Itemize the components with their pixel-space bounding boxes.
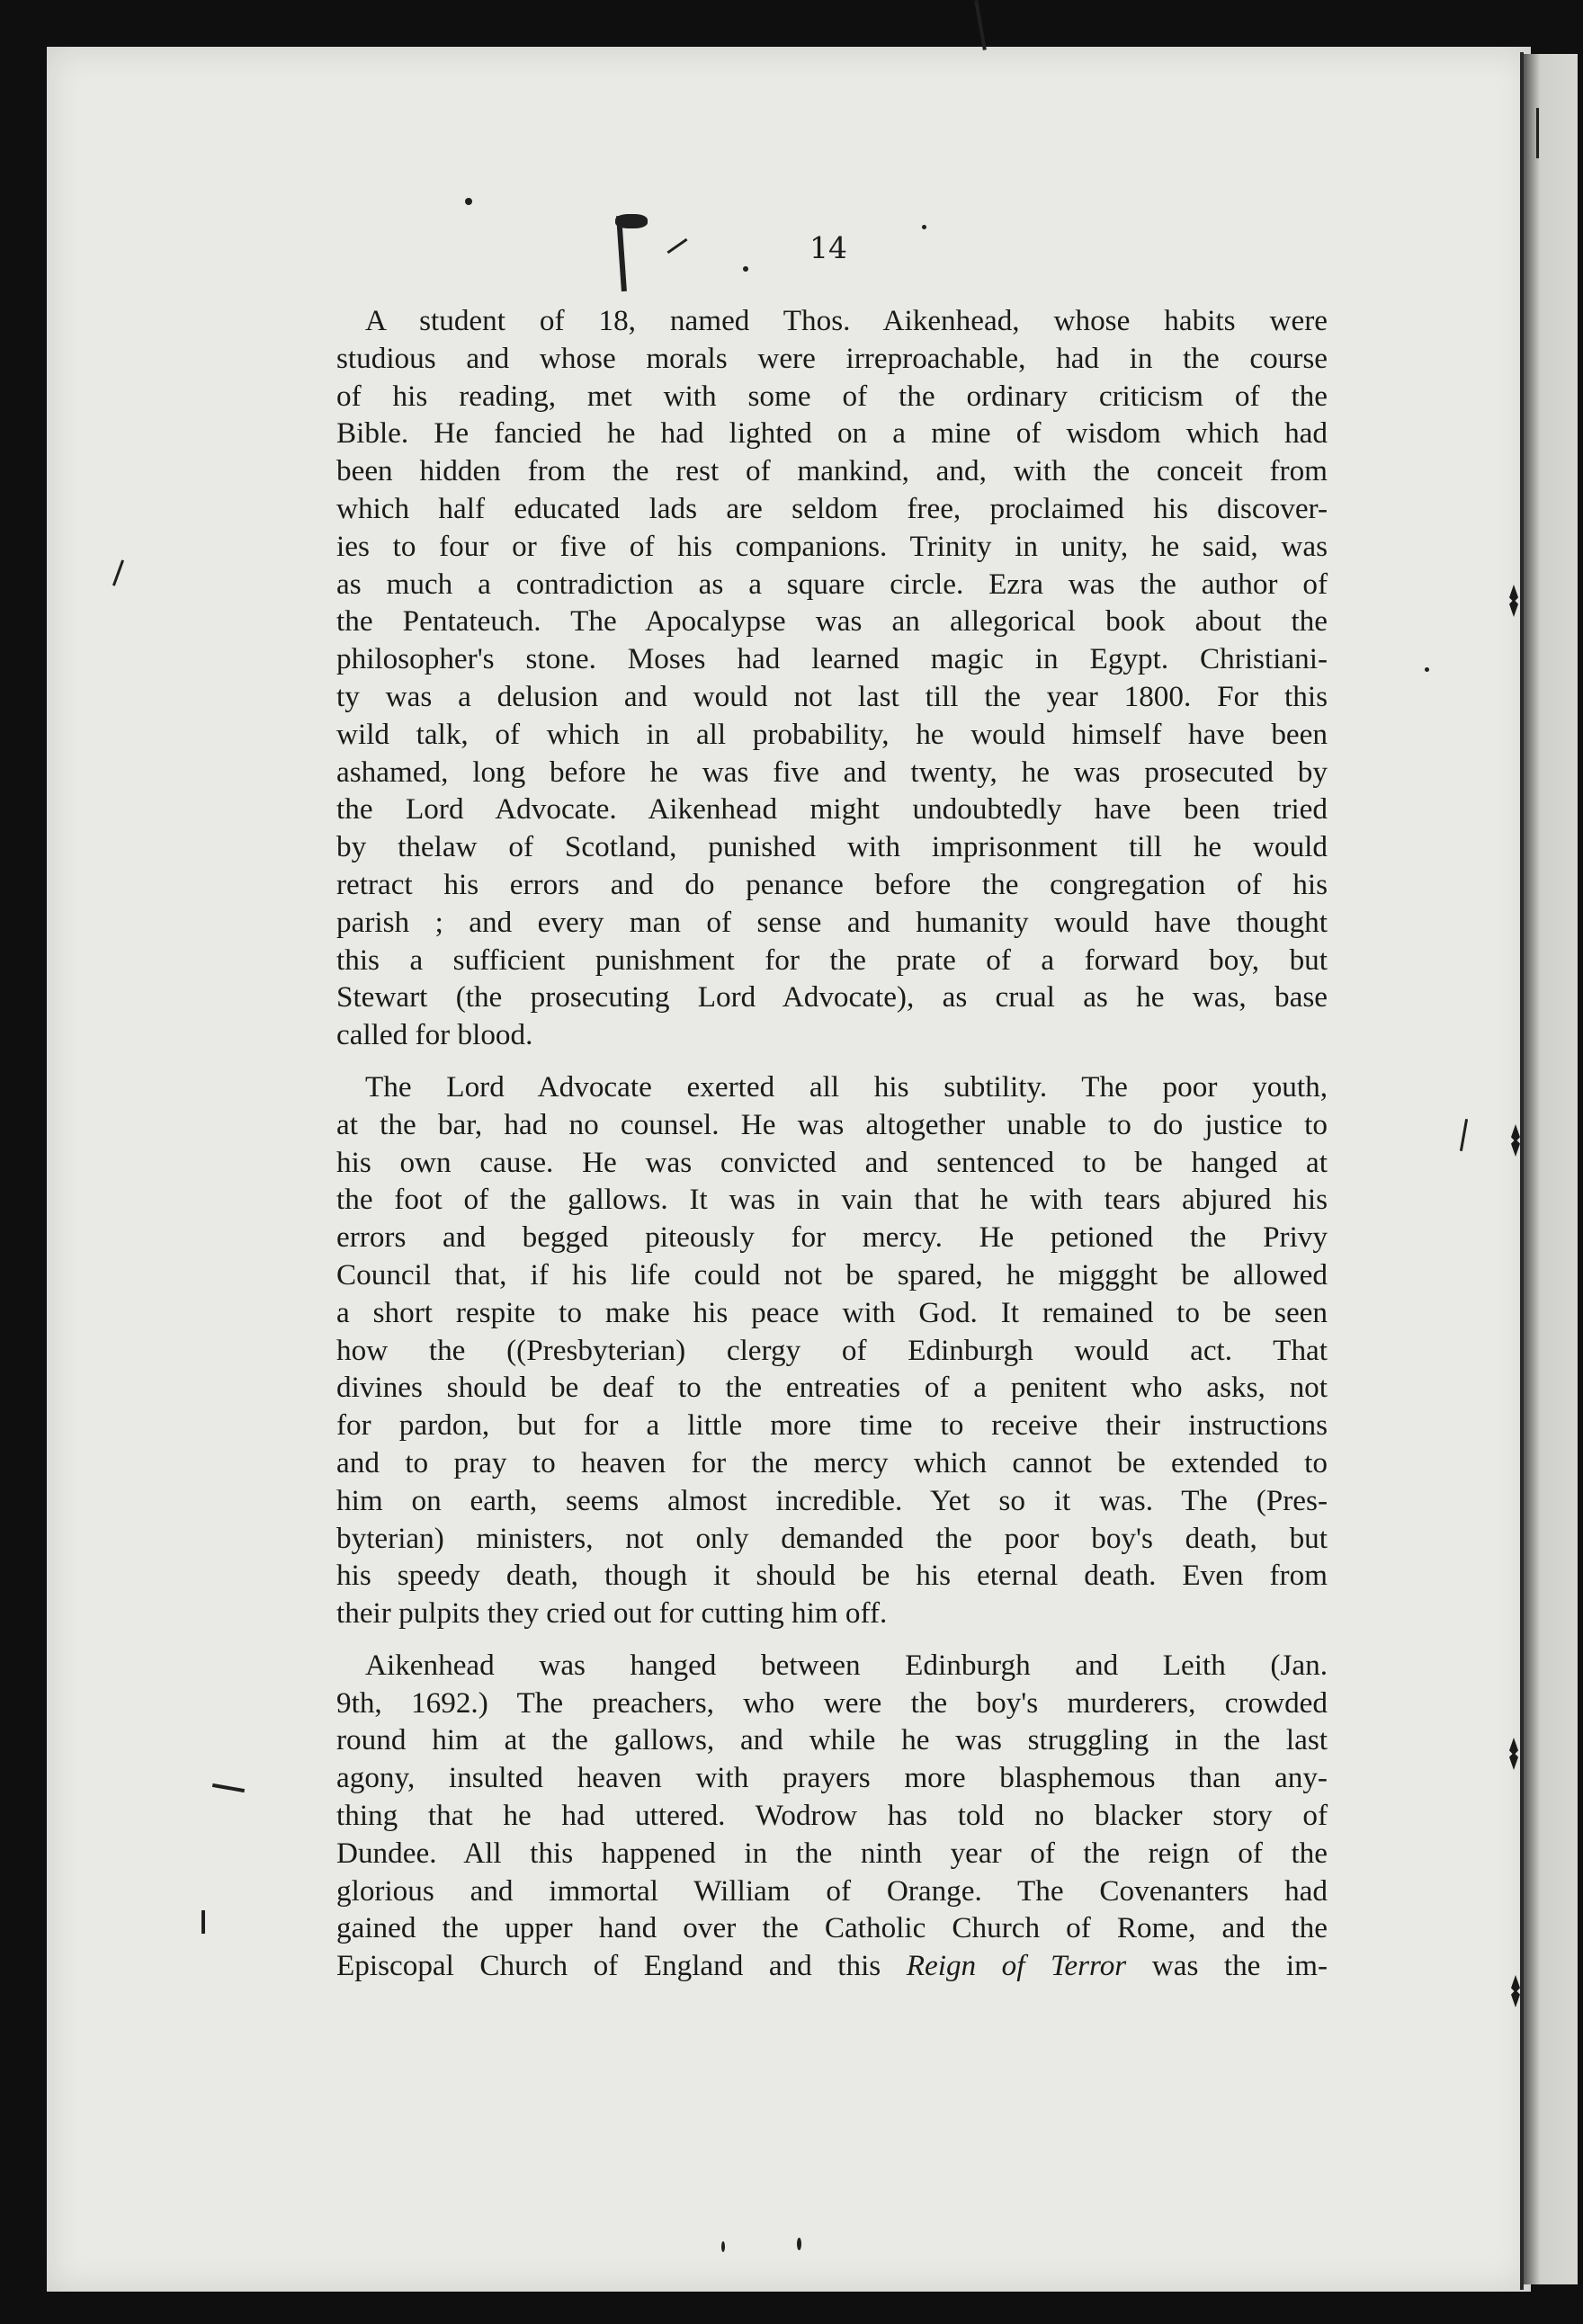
text-line: round him at the gallows, and while he was struggling in the last [336,1723,1328,1757]
text-line: retract his errors and do penance before the congregation of his [336,867,1328,901]
text-line: Stewart (the prosecuting Lord Advocate), as crual as he was, base [336,980,1328,1015]
text-line: a short respite to make his peace with God. It remained to be seen [336,1295,1328,1329]
text-line: the foot of the gallows. It was in vain that he with tears abjured his [336,1183,1328,1217]
text-line: his own cause. He was convicted and sentenced to be hanged at [336,1145,1328,1179]
text-run: Episcopal Church of England and this [336,1949,907,1983]
text-line: The Lord Advocate exerted all his subtility. The poor youth, [365,1069,1328,1104]
text-line: him on earth, seems almost incredible. Yet so it was. The (Pres- [336,1483,1328,1517]
text-line: Dundee. All this happened in the ninth year of the reign of the [336,1836,1328,1870]
ink-blot [615,214,648,228]
text-line: A student of 18, named Thos. Aikenhead, whose habits were [365,304,1328,337]
text-line: 9th, 1692.) The preachers, who were the boy's murderers, crowded [336,1685,1328,1720]
dust-speck [465,198,472,205]
pencil-stroke [1536,108,1539,158]
dust-speck [1425,667,1429,672]
text-run: was the im- [1126,1949,1328,1983]
dust-speck [743,266,748,272]
text-line: errors and begged piteously for mercy. He petioned the Privy [336,1220,1328,1255]
text-line: called for blood. [336,1018,533,1052]
text-line: parish ; and every man of sense and humanity would have thought [336,905,1328,939]
body-text [336,302,1328,1999]
facing-page-edge [1520,54,1578,2284]
pencil-stroke [201,1910,205,1934]
text-line: gained the upper hand over the Catholic Church of Rome, and the [336,1911,1328,1945]
text-line: Bible. He fancied he had lighted on a mine of wisdom which had [336,416,1328,451]
text-line: ies to four or five of his companions. Trinity in unity, he said, was [336,529,1328,563]
text-line: his speedy death, though it should be his eternal death. Even from [336,1559,1328,1593]
dust-speck [721,2241,725,2252]
paragraph-1 [336,302,1328,1054]
text-line: studious and whose morals were irreproachable, had in the course [336,341,1328,375]
text-line: byterian) ministers, not only demanded the poor boy's death, but [336,1521,1328,1555]
text-line: the Lord Advocate. Aikenhead might undoubtedly have been tried [336,792,1328,827]
text-line: the Pentateuch. The Apocalypse was an allegorical book about the [336,604,1328,639]
text-line: philosopher's stone. Moses had learned magic in Egypt. Christiani- [336,642,1328,676]
text-line: thing that he had uttered. Wodrow has told no blacker story of [336,1799,1328,1833]
text-line: Council that, if his life could not be spared, he miggght be allowed [336,1257,1328,1292]
text-line: their pulpits they cried out for cutting him off. [336,1596,888,1631]
text-line: of his reading, met with some of the ordinary criticism of the [336,379,1328,413]
text-line: wild talk, of which in all probability, he would himself have been [336,717,1328,751]
text-line: as much a contradiction as a square circle. Ezra was the author of [336,567,1328,601]
dust-speck [797,2238,801,2250]
page-gutter [1520,52,1524,2290]
text-line: this a sufficient punishment for the prate of a forward boy, but [336,943,1328,977]
page-number: 14 [809,230,847,265]
text-line: which half educated lads are seldom free, proclaimed his discover- [336,491,1328,525]
text-line: divines should be deaf to the entreaties of a penitent who asks, not [336,1371,1328,1405]
text-line: by thelaw of Scotland, punished with imprisonment till he would [336,830,1328,864]
text-line: at the bar, had no counsel. He was altogether unable to do justice to [336,1107,1328,1141]
text-line: ashamed, long before he was five and twenty, he was prosecuted by [336,755,1328,789]
text-line: how the ((Presbyterian) clergy of Edinburgh would act. That [336,1333,1328,1367]
italic-phrase: Reign of Terror [906,1949,1127,1983]
text-line: ty was a delusion and would not last till the year 1800. For this [336,679,1328,713]
text-line: Aikenhead was hanged between Edinburgh and Leith (Jan. [365,1648,1328,1682]
paragraph-3 [336,1647,1328,1985]
text-line: glorious and immortal William of Orange. The Covenanters had [336,1873,1328,1908]
text-line: agony, insulted heaven with prayers more blasphemous than any- [336,1761,1328,1795]
text-line: been hidden from the rest of mankind, and, with the conceit from [336,454,1328,488]
dust-speck [922,225,926,229]
text-line: for pardon, but for a little more time to receive their instructions [336,1408,1328,1443]
text-line-final [336,1947,1328,1985]
paragraph-2 [336,1068,1328,1632]
text-line: and to pray to heaven for the mercy which cannot be extended to [336,1445,1328,1479]
